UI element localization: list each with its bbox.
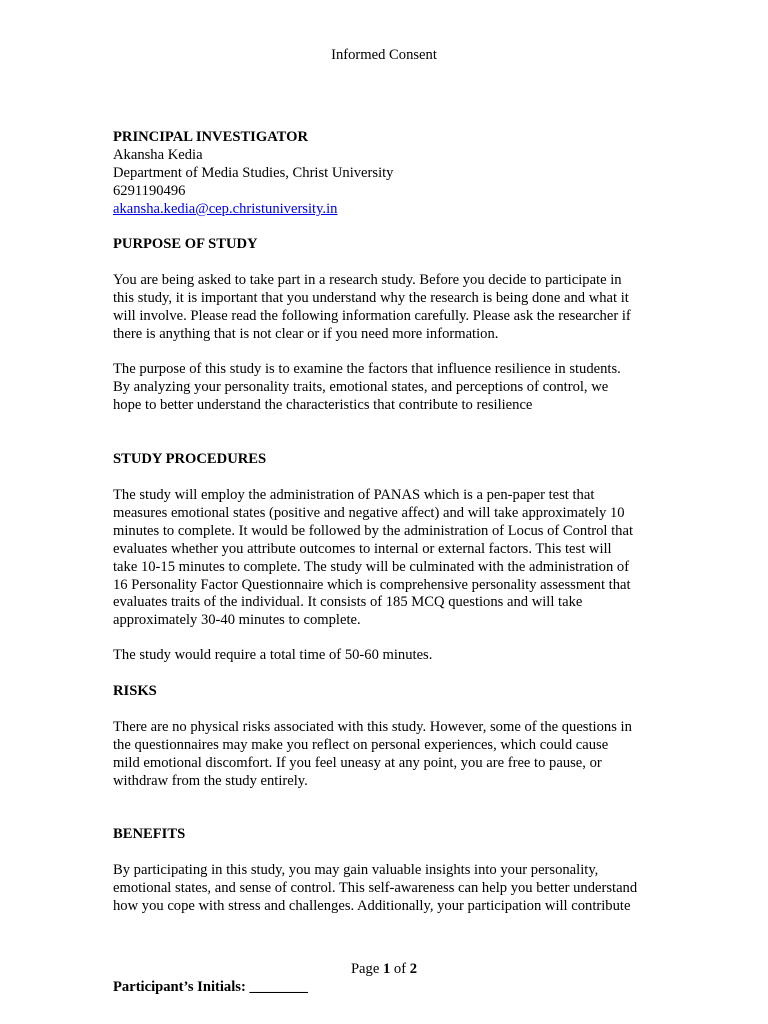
text-line: There are no physical risks associated with this study. However, some of the questions in: [113, 719, 632, 735]
procedures-paragraph-2: The study would require a total time of 50-60 minutes.: [113, 647, 433, 663]
document-title: Informed Consent: [331, 47, 437, 63]
text-line: measures emotional states (positive and negative affect) and will take approximately 10: [113, 504, 625, 521]
text-line: The study will employ the administration of PANAS which is a pen-paper test that: [113, 487, 595, 503]
risks-heading: RISKS: [113, 683, 157, 699]
text-line: minutes to complete. It would be followed by the administration of Locus of Control that: [113, 522, 634, 539]
text-line: 16 Personality Factor Questionnaire which is comprehensive personality assessment that: [113, 576, 631, 593]
text-line: emotional states, and sense of control. This self-awareness can help you better understand: [113, 879, 638, 896]
investigator-department: Department of Media Studies, Christ University: [113, 164, 394, 181]
text-line: hope to better understand the characteristics that contribute to resilience: [113, 396, 533, 413]
page-total: 2: [409, 961, 418, 977]
text-line: evaluates traits of the individual. It consists of 185 MCQ questions and will take: [113, 594, 583, 611]
page-number: [0, 961, 768, 979]
text-line: The purpose of this study is to examine the factors that influence resilience in students.: [113, 361, 621, 377]
participant-initials: [113, 979, 308, 997]
page-word: Page: [350, 961, 380, 977]
text-line: approximately 30-40 minutes to complete.: [113, 612, 361, 629]
investigator-heading: PRINCIPAL INVESTIGATOR: [113, 129, 309, 145]
text-line: the questionnaires may make you reflect on personal experiences, which could cause: [113, 736, 609, 753]
text-line: mild emotional discomfort. If you feel uneasy at any point, you are free to pause, or: [113, 754, 602, 771]
text-line: withdraw from the study entirely.: [113, 772, 308, 789]
benefits-heading: BENEFITS: [113, 826, 186, 842]
text-line: By analyzing your personality traits, emotional states, and perceptions of control, we: [113, 378, 609, 395]
text-line: there is anything that is not clear or if you need more information.: [113, 325, 499, 342]
purpose-paragraph-1: [113, 272, 658, 344]
risks-paragraph: [113, 719, 658, 791]
text-line: will involve. Please read the following information carefully. Please ask the researcher if: [113, 307, 631, 324]
text-line: evaluates whether you attribute outcomes to internal or external factors. This test will: [113, 540, 612, 557]
page-current: 1: [382, 961, 391, 977]
investigator-phone: 6291190496: [113, 182, 186, 199]
text-line: take 10-15 minutes to complete. The study will be culminated with the administration of: [113, 558, 630, 575]
procedures-paragraph-1: [113, 487, 658, 630]
text-line: By participating in this study, you may gain valuable insights into your personality,: [113, 862, 599, 878]
text-line: You are being asked to take part in a research study. Before you decide to participate in: [113, 272, 622, 288]
purpose-heading: PURPOSE OF STUDY: [113, 236, 258, 252]
purpose-paragraph-2: [113, 361, 658, 415]
procedures-heading: STUDY PROCEDURES: [113, 451, 267, 467]
initials-blank-field: ________: [249, 979, 308, 995]
text-line: this study, it is important that you understand why the research is being done and what it: [113, 289, 629, 306]
benefits-paragraph: [113, 862, 658, 916]
page-of: of: [393, 961, 407, 977]
text-line: how you cope with stress and challenges. Additionally, your participation will contribute: [113, 897, 631, 914]
investigator-email-link[interactable]: akansha.kedia@cep.christuniversity.in: [113, 200, 338, 217]
investigator-section: [113, 129, 658, 219]
investigator-name: Akansha Kedia: [113, 146, 203, 163]
initials-label: Participant’s Initials:: [113, 979, 246, 995]
